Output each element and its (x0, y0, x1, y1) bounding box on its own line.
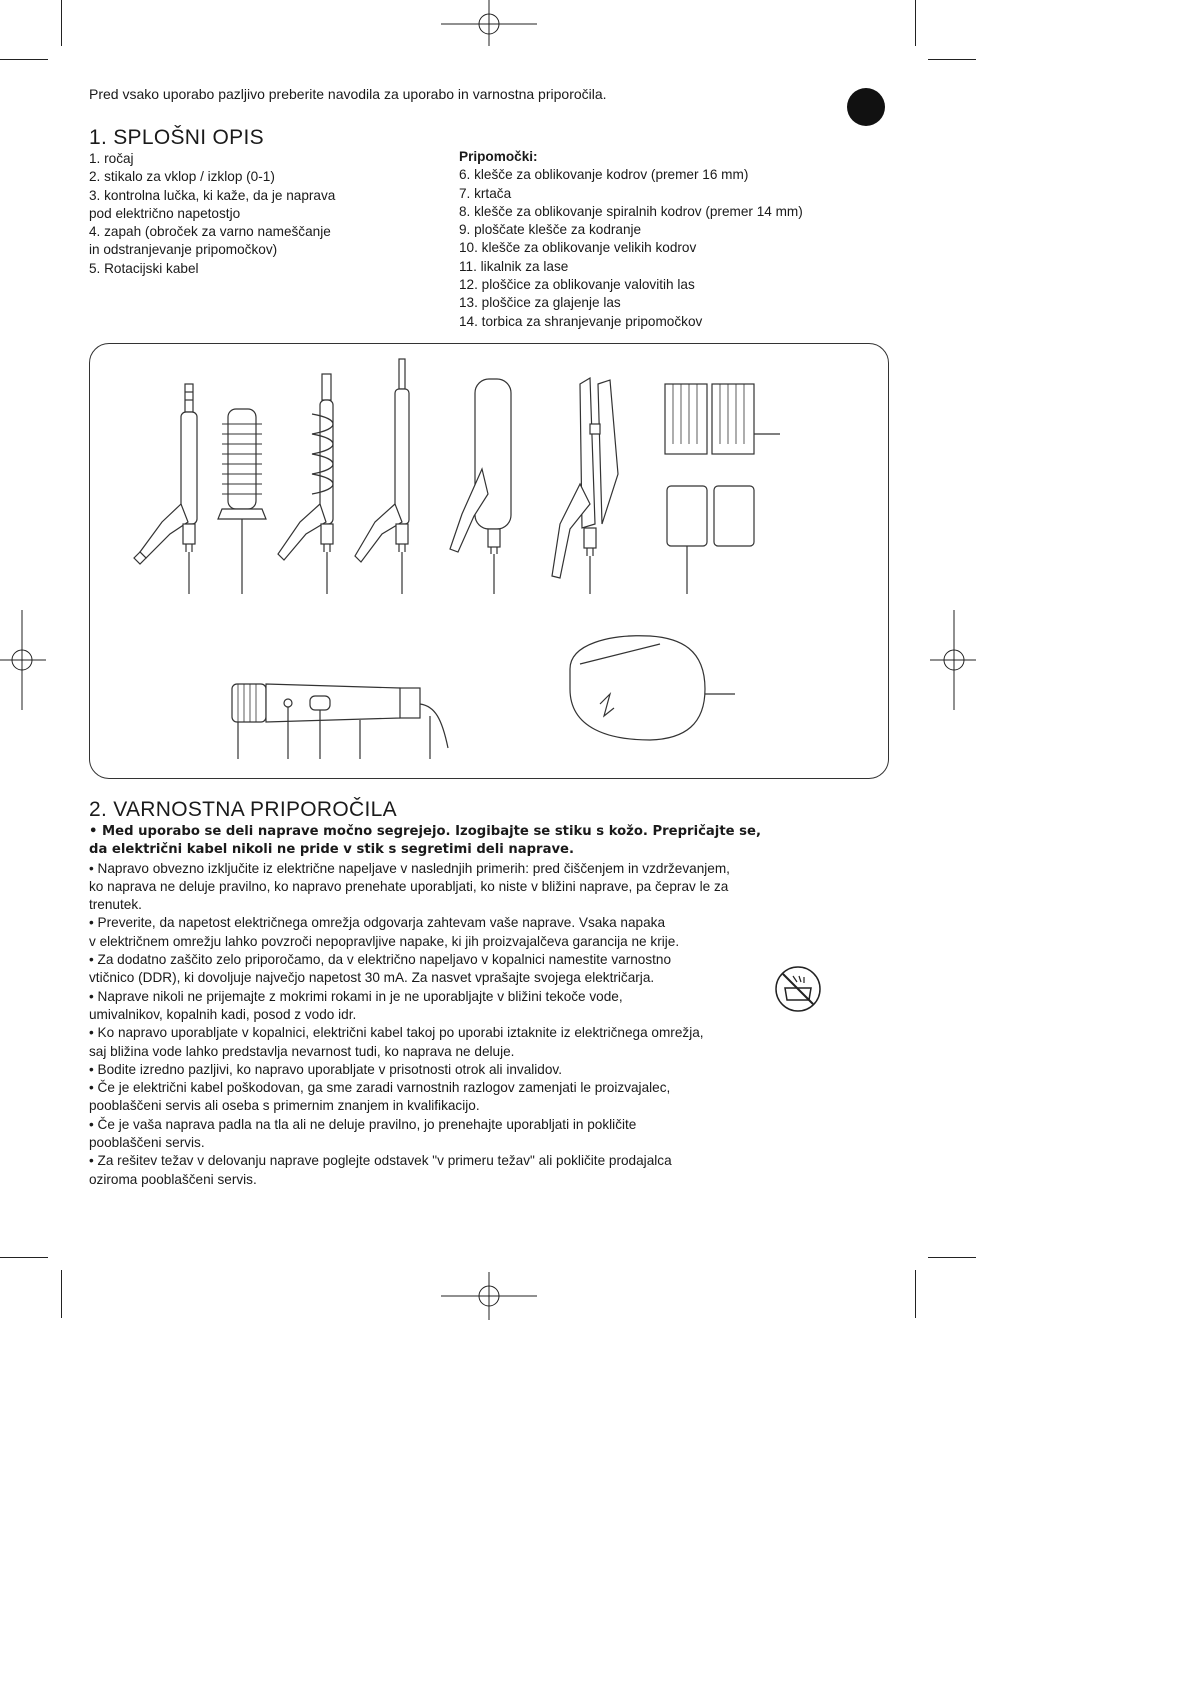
registration-mark-icon (930, 610, 976, 710)
safety-line: trenutek. (89, 897, 142, 913)
safety-line: pooblaščeni servis. (89, 1135, 205, 1151)
storage-pouch-icon (570, 636, 735, 740)
section-1-title: 1. SPLOŠNI OPIS (89, 126, 264, 149)
safety-line: v električnem omrežju lahko povzroči nepopravljive napake, ki jih proizvajalčeva garancija ne krije. (89, 933, 680, 949)
safety-line: • Bodite izredno pazljivi, ko napravo uporabljate v prisotnosti otrok ali invalidov. (89, 1061, 562, 1077)
accessories-heading: Pripomočki: (459, 149, 538, 164)
list-item: 12. ploščice za oblikovanje valovitih las (459, 277, 695, 293)
list-item: 3. kontrolna lučka, ki kaže, da je naprava (89, 187, 336, 203)
large-curling-tong-icon (450, 379, 511, 594)
safety-line: vtičnico (DDR), ki dovoljuje največjo napetost 30 mA. Za nasvet vprašajte svojega električarja. (89, 970, 655, 986)
crop-mark (61, 1270, 62, 1318)
list-item: pod električno napetostjo (89, 205, 241, 221)
safety-line: • Naprave nikoli ne prijemajte z mokrimi rokami in je ne uporabljajte v bližini tekoče vode, (89, 988, 623, 1004)
hair-straightener-icon (552, 378, 618, 594)
parts-list (89, 150, 335, 278)
list-item: 9. ploščate klešče za kodranje (459, 222, 642, 238)
crop-mark (61, 0, 62, 46)
list-item: 8. klešče za oblikovanje spiralnih kodrov (premer 14 mm) (459, 203, 803, 219)
handle-unit-icon (232, 684, 448, 759)
list-item: 11. likalnik za lase (459, 258, 569, 274)
flat-curling-tong-icon (355, 359, 409, 594)
safety-line: saj bližina vode lahko predstavlja nevarnost tudi, ko naprava ne deluje. (89, 1043, 515, 1059)
safety-warning: • Med uporabo se deli naprave močno segrejejo. Izogibajte se stiku s kožo. Prepričajte se, (89, 824, 761, 839)
list-item: 6. klešče za oblikovanje kodrov (premer 16 mm) (459, 167, 749, 183)
spiral-curling-tong-icon (278, 374, 333, 594)
safety-line: • Ko napravo uporabljate v kopalnici, električni kabel takoj po uporabi iztaknite iz električnega omrežja, (89, 1025, 704, 1041)
safety-line: pooblaščeni servis ali oseba s primernim znanjem in kvalifikacijo. (89, 1098, 480, 1114)
list-item: 10. klešče za oblikovanje velikih kodrov (459, 240, 697, 256)
intro-text: Pred vsako uporabo pazljivo preberite navodila za uporabo in varnostna priporočila. (89, 86, 607, 102)
list-item: 13. ploščice za glajenje las (459, 295, 621, 311)
safety-line: oziroma pooblaščeni servis. (89, 1171, 257, 1187)
crop-mark (928, 1257, 976, 1258)
registration-mark-icon (441, 0, 537, 46)
safety-line: • Za rešitev težav v delovanju naprave poglejte odstavek "v primeru težav" ali pokličite prodajalca (89, 1153, 672, 1169)
safety-line: • Če je vaša naprava padla na tla ali ne deluje pravilno, jo prenehajte uporabljati in pokličite (89, 1116, 637, 1132)
product-illustration (89, 343, 889, 779)
crop-mark (0, 1257, 48, 1258)
crop-mark (0, 59, 48, 60)
registration-mark-icon (0, 610, 46, 710)
crop-mark (915, 0, 916, 46)
curling-tong-16mm-icon (134, 384, 197, 594)
safety-line: umivalnikov, kopalnih kadi, posod z vodo idr. (89, 1006, 357, 1022)
section-2-title: 2. VARNOSTNA PRIPOROČILA (89, 798, 397, 821)
list-item: 14. torbica za shranjevanje pripomočkov (459, 313, 703, 329)
list-item: 2. stikalo za vklop / izklop (0-1) (89, 169, 275, 185)
safety-line: • Preverite, da napetost električnega omrežja odgovarja zahtevam vaše naprave. Vsaka napaka (89, 915, 666, 931)
safety-line: • Za dodatno zaščito zelo priporočamo, da v električno napeljavo v kopalnici namestite varnostno (89, 952, 672, 968)
registration-mark-icon (441, 1272, 537, 1320)
wave-plates-icon (665, 384, 780, 454)
list-item: 1. ročaj (89, 151, 134, 166)
crop-mark (928, 59, 976, 60)
language-tab-marker (847, 88, 885, 126)
round-brush-icon (218, 409, 266, 594)
list-item: in odstranjevanje pripomočkov) (89, 242, 278, 258)
list-item: 7. krtača (459, 185, 512, 201)
safety-line: • Napravo obvezno izključite iz električne napeljave v naslednjih primerih: pred čiščenjem in vzdrževanjem, (89, 860, 730, 876)
safety-line: • Če je električni kabel poškodovan, ga sme zaradi varnostnih razlogov zamenjati le proizvajalec, (89, 1080, 671, 1096)
safety-line: ko naprava ne deluje pravilno, ko napravo prenehate uporabljati, ko niste v bližini naprave, pa čeprav le za (89, 878, 729, 894)
safety-recommendations (89, 823, 889, 1189)
crop-mark (915, 1270, 916, 1318)
no-water-warning-icon (773, 964, 823, 1014)
list-item: 5. Rotacijski kabel (89, 260, 199, 276)
smoothing-plates-icon (667, 486, 754, 594)
list-item: 4. zapah (obroček za varno nameščanje (89, 224, 331, 240)
accessories-list (459, 148, 803, 331)
safety-warning: da električni kabel nikoli ne pride v stik s segretimi deli naprave. (89, 842, 575, 858)
